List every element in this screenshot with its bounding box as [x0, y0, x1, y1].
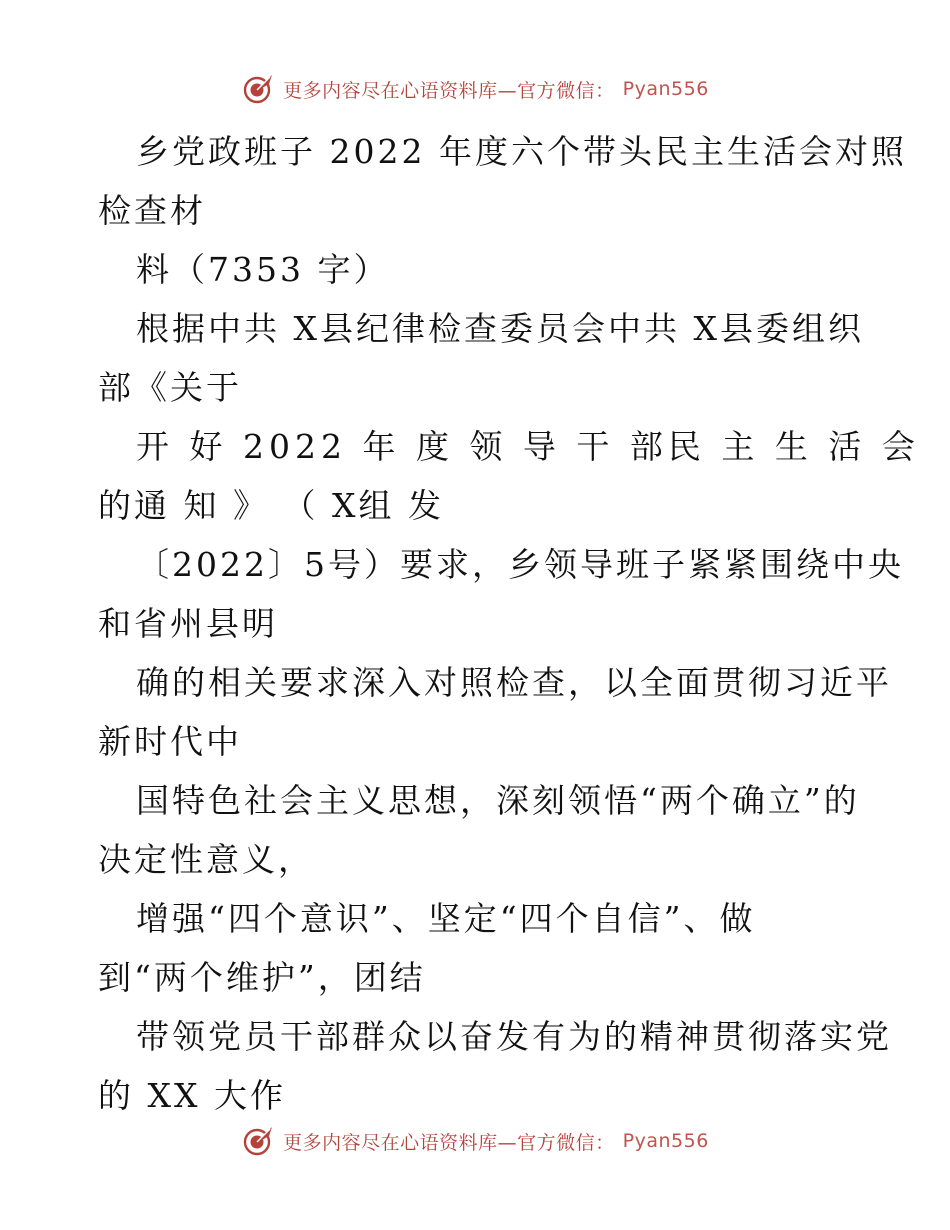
text-line: 部《关于 — [98, 368, 242, 407]
text-line: 乡党政班子 2022 年度六个带头民主生活会对照 — [136, 132, 907, 171]
text-line: 确的相关要求深入对照检查，以全面贯彻习近平 — [136, 663, 892, 702]
text-line: 开 好 2022 年 度 领 导 干 部民 主 生 活 会 — [136, 427, 920, 466]
header-watermark-banner — [0, 72, 950, 106]
document-body — [98, 122, 920, 1125]
text-line: 带领党员干部群众以奋发有为的精神贯彻落实党 — [136, 1017, 892, 1056]
text-line: 和省州县明 — [98, 604, 278, 643]
text-line: 新时代中 — [98, 722, 242, 761]
text-line: 增强“四个意识”、坚定“四个自信”、做 — [136, 899, 756, 938]
text-line: 的通 知 》 （ X组 发 — [98, 486, 444, 525]
text-line: 决定性意义， — [98, 840, 314, 879]
banner-account: Pyan556 — [622, 1130, 709, 1152]
text-line: 到“两个维护”，团结 — [98, 958, 426, 997]
text-line: 检查材 — [98, 191, 206, 230]
text-line: 的 XX 大作 — [98, 1076, 286, 1115]
text-line: 根据中共 X县纪律检查委员会中共 X县委组织 — [136, 309, 864, 348]
quill-circle-icon — [241, 72, 275, 106]
quill-circle-icon — [241, 1124, 275, 1158]
text-line: 国特色社会主义思想，深刻领悟“两个确立”的 — [136, 781, 860, 820]
text-line: 〔2022〕5号）要求，乡领导班子紧紧围绕中央 — [136, 545, 904, 584]
banner-text: 更多内容尽在心语资料库—官方微信： — [283, 1131, 615, 1154]
banner-account: Pyan556 — [622, 78, 709, 100]
banner-text: 更多内容尽在心语资料库—官方微信： — [283, 79, 615, 102]
footer-watermark-banner — [0, 1124, 950, 1158]
text-line: 料（7353 字） — [136, 250, 390, 289]
